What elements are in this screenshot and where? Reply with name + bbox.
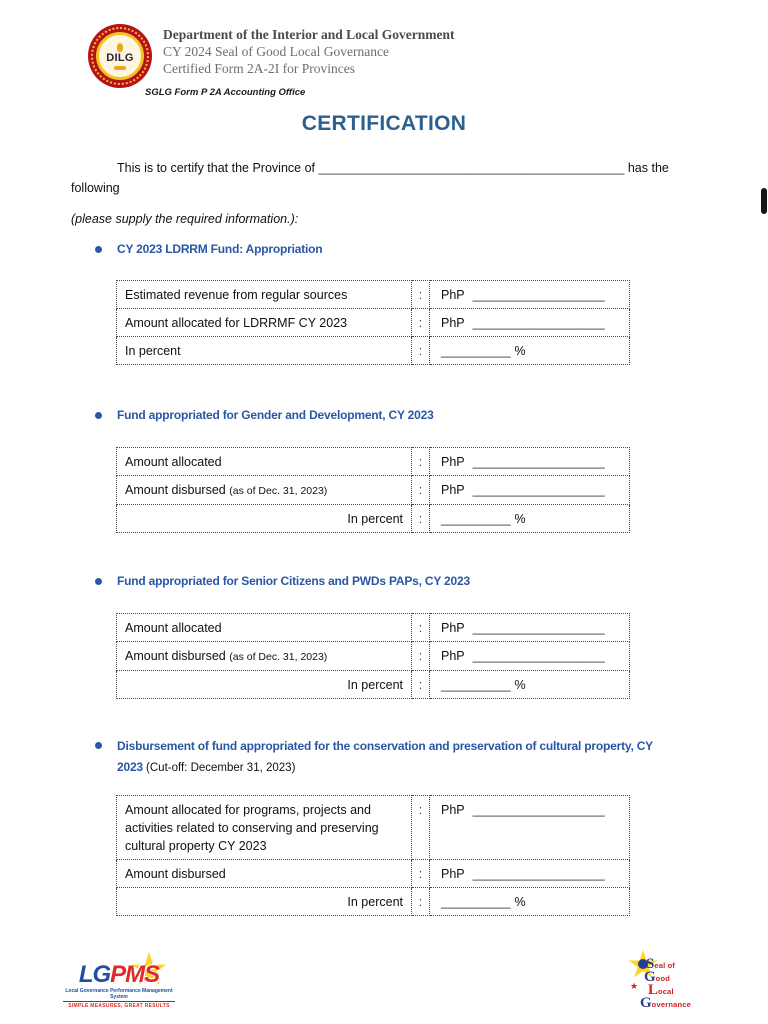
section-heading-text: Disbursement of fund appropriated for the conservation and preservation of cultural property, CY 2023 (117, 739, 653, 774)
amount-blank-line: ___________________ (472, 483, 605, 497)
percent-sign: % (514, 678, 526, 692)
dilg-logo-center (96, 32, 144, 80)
currency-label: PhP (441, 455, 465, 469)
amount-blank-line: ___________________ (472, 316, 605, 330)
table-row (117, 476, 630, 505)
seal-rest: eal of (654, 961, 676, 970)
row-label: Amount allocated for LDRRMF CY 2023 (117, 309, 412, 337)
bullet-icon (95, 578, 102, 585)
section-gender-development (95, 406, 695, 533)
seal-rest: overnance (651, 1000, 691, 1009)
colon-separator: : (412, 614, 430, 642)
currency-label: PhP (441, 288, 465, 302)
percent-blank-line: __________ (441, 512, 511, 526)
section-table (116, 447, 630, 533)
currency-label: PhP (441, 803, 465, 817)
amount-blank-line: ___________________ (472, 867, 605, 881)
lgpms-tagline-1: Local Governance Performance Management System (63, 988, 175, 1002)
form-label: SGLG Form P 2A Accounting Office (145, 87, 306, 98)
percent-sign: % (514, 895, 526, 909)
row-label: Amount allocated (117, 614, 412, 642)
seal-line-3 (648, 984, 691, 997)
section-heading (117, 736, 662, 779)
letterhead (163, 27, 454, 78)
row-label: In percent (117, 505, 412, 533)
row-label-note: (as of Dec. 31, 2023) (229, 651, 328, 663)
seal-initial: G (644, 969, 656, 985)
seal-rest: ood (655, 974, 671, 983)
section-heading-row (95, 406, 695, 425)
bullet-icon (95, 412, 102, 419)
amount-blank-line: ___________________ (472, 621, 605, 635)
section-heading-row (95, 240, 695, 259)
row-value-cell (430, 476, 630, 505)
colon-separator: : (412, 671, 430, 699)
currency-label: PhP (441, 316, 465, 330)
scrollbar-thumb[interactable] (761, 188, 767, 214)
row-label: Estimated revenue from regular sources (117, 281, 412, 309)
lgpms-logo (63, 962, 175, 1009)
row-label-note: (as of Dec. 31, 2023) (229, 485, 328, 497)
bullet-icon (95, 742, 102, 749)
seal-rest: ocal (658, 987, 674, 996)
dilg-logo-icon (88, 24, 152, 88)
row-label (117, 476, 412, 505)
letterhead-subtitle-1: CY 2024 Seal of Good Local Governance (163, 43, 389, 59)
row-value-cell (430, 309, 630, 337)
colon-separator: : (412, 448, 430, 476)
colon-separator: : (412, 505, 430, 533)
row-label: In percent (117, 888, 412, 916)
intro-line-1 (71, 158, 699, 198)
currency-label: PhP (441, 867, 465, 881)
section-cultural-property (95, 736, 695, 916)
currency-label: PhP (441, 621, 465, 635)
section-table (116, 280, 630, 365)
colon-separator: : (412, 860, 430, 888)
torch-icon (117, 43, 123, 52)
row-label: Amount allocated (117, 448, 412, 476)
row-label: Amount allocated for programs, projects and activities related to conserving and preserving cultural property CY 2023 (117, 796, 412, 860)
lgpms-tagline-2: SIMPLE MEASURES, GREAT RESULTS (68, 1003, 170, 1009)
currency-label: PhP (441, 483, 465, 497)
amount-blank-line: ___________________ (472, 455, 605, 469)
row-value-cell (430, 888, 630, 916)
colon-separator: : (412, 796, 430, 860)
bullet-icon (95, 246, 102, 253)
row-label: In percent (117, 337, 412, 365)
lgpms-text-lg: LG (78, 961, 111, 988)
dilg-logo-figure (114, 66, 126, 70)
table-row (117, 448, 630, 476)
section-senior-citizens-pwds (95, 572, 695, 699)
row-label-text: Amount disbursed (125, 483, 226, 497)
row-value-cell (430, 614, 630, 642)
row-label (117, 642, 412, 671)
colon-separator: : (412, 642, 430, 671)
intro-text-after: has the following (71, 161, 669, 195)
table-row (117, 309, 630, 337)
lgpms-text-pms: PMS (110, 961, 160, 988)
section-table (116, 613, 630, 699)
percent-blank-line: __________ (441, 344, 511, 358)
percent-sign: % (514, 512, 526, 526)
colon-separator: : (412, 337, 430, 365)
colon-separator: : (412, 476, 430, 505)
intro-text-before: This is to certify that the Province of (117, 161, 315, 175)
table-row (117, 642, 630, 671)
table-row (117, 860, 630, 888)
small-star-icon: ★ (630, 981, 639, 991)
seal-line-4 (640, 997, 691, 1010)
table-row (117, 281, 630, 309)
percent-blank-line: __________ (441, 678, 511, 692)
section-heading-row (95, 572, 695, 591)
sglg-seal-logo (628, 948, 743, 1016)
table-row (117, 505, 630, 533)
percent-blank-line: __________ (441, 895, 511, 909)
org-name: Department of the Interior and Local Government (163, 27, 455, 42)
section-heading: Fund appropriated for Gender and Development, CY 2023 (117, 408, 434, 422)
amount-blank-line: ___________________ (472, 288, 605, 302)
table-row (117, 796, 630, 860)
table-row (117, 671, 630, 699)
currency-label: PhP (441, 649, 465, 663)
table-row (117, 614, 630, 642)
colon-separator: : (412, 281, 430, 309)
seal-initial: G (640, 995, 652, 1011)
letterhead-subtitle-2: Certified Form 2A-2I for Provinces (163, 60, 355, 76)
table-row (117, 337, 630, 365)
amount-blank-line: ___________________ (472, 649, 605, 663)
row-label: In percent (117, 671, 412, 699)
section-heading: Fund appropriated for Senior Citizens and PWDs PAPs, CY 2023 (117, 574, 470, 588)
row-value-cell (430, 642, 630, 671)
section-heading-note: (Cut-off: December 31, 2023) (146, 762, 296, 774)
amount-blank-line: ___________________ (472, 803, 605, 817)
row-label: Amount disbursed (117, 860, 412, 888)
row-value-cell (430, 448, 630, 476)
dilg-logo-text: DILG (106, 51, 134, 64)
province-blank-line: ____________________________________________ (318, 161, 625, 175)
table-row (117, 888, 630, 916)
section-heading: CY 2023 LDRRM Fund: Appropriation (117, 242, 323, 256)
row-value-cell (430, 337, 630, 365)
row-value-cell (430, 505, 630, 533)
row-value-cell (430, 281, 630, 309)
intro-paragraph (71, 158, 699, 229)
lgpms-logo-name (63, 962, 175, 988)
seal-initial: S (646, 956, 655, 972)
section-ldrrm-fund (95, 240, 695, 365)
section-table (116, 795, 630, 916)
intro-instruction: (please supply the required information.): (71, 212, 299, 226)
colon-separator: : (412, 888, 430, 916)
row-label-text: Amount disbursed (125, 649, 226, 663)
row-value-cell (430, 860, 630, 888)
sglg-seal-text (640, 956, 691, 1011)
row-value-cell (430, 671, 630, 699)
percent-sign: % (514, 344, 526, 358)
row-value-cell (430, 796, 630, 860)
section-heading-row (95, 736, 695, 779)
page-title: CERTIFICATION (301, 112, 467, 135)
seal-initial: L (648, 982, 659, 998)
colon-separator: : (412, 309, 430, 337)
